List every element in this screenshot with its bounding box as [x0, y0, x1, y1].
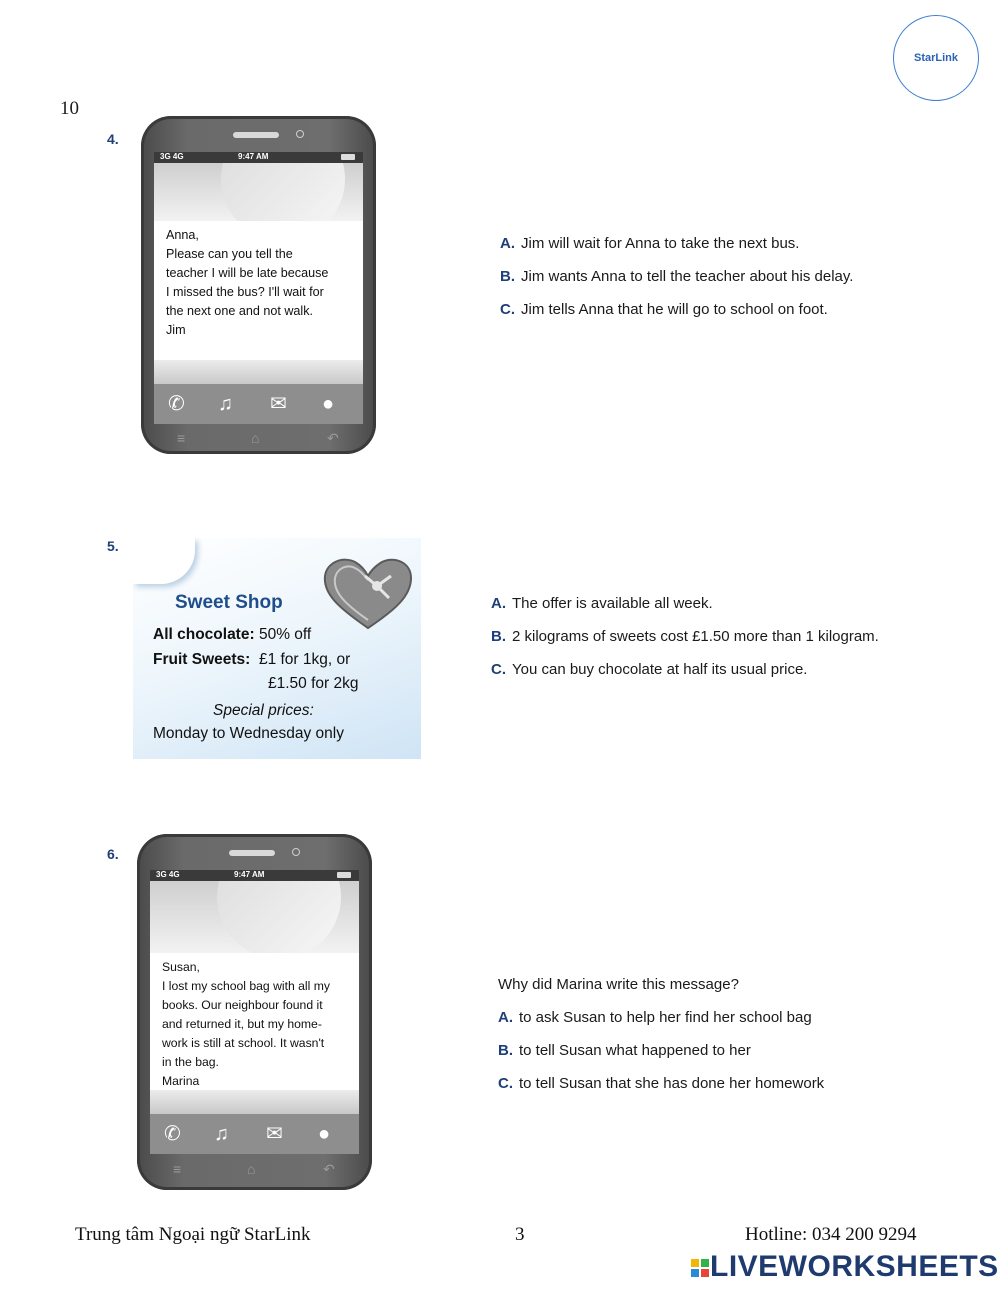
q4-options [500, 235, 853, 334]
nav-bar [137, 1156, 372, 1185]
phone-camera [296, 130, 304, 138]
phone-q6 [137, 834, 372, 1190]
phone-icon: ✆ [164, 1123, 181, 1145]
globe-icon: ● [318, 1123, 331, 1145]
message-line: the next one and not walk. [166, 304, 314, 318]
option-b[interactable]: B. Jim wants Anna to tell the teacher about his delay. [500, 268, 854, 285]
back-icon: ↶ [327, 430, 339, 446]
battery-icon [341, 154, 355, 160]
special-prices: Special prices: [213, 702, 314, 719]
chocolate-heart-icon [319, 554, 417, 632]
notice-title: Sweet Shop [175, 592, 283, 613]
question-4-number: 4. [107, 131, 119, 147]
fruit-line: Fruit Sweets: £1 for 1kg, or [153, 651, 351, 668]
music-icon: ♫ [218, 393, 233, 415]
question-5-number: 5. [107, 538, 119, 554]
q5-options [491, 595, 879, 694]
phone-speaker [229, 850, 275, 856]
status-bar [154, 152, 363, 163]
message-line: and returned it, but my home- [162, 1017, 322, 1031]
screen-banner [154, 163, 363, 221]
message-line: I missed the bus? I'll wait for [166, 285, 324, 299]
globe-icon: ● [322, 393, 335, 415]
page-fold [133, 538, 195, 584]
sweet-shop-notice [133, 538, 421, 759]
phone-screen [154, 152, 363, 384]
mail-icon: ✉ [270, 393, 287, 415]
option-c[interactable]: C. to tell Susan that she has done her homework [498, 1075, 825, 1092]
phone-speaker [233, 132, 279, 138]
menu-icon: ≡ [177, 430, 186, 446]
brand-text: LIVEWORKSHEETS [710, 1250, 999, 1283]
option-b[interactable]: B. 2 kilograms of sweets cost £1.50 more than 1 kilogram. [491, 628, 879, 645]
battery-icon [337, 872, 351, 878]
logo-text: StarLink [913, 52, 958, 64]
back-icon: ↶ [323, 1161, 335, 1177]
message-line: books. Our neighbour found it [162, 998, 323, 1012]
option-a[interactable]: A. The offer is available all week. [491, 595, 713, 612]
menu-icon: ≡ [173, 1161, 182, 1177]
screen-banner [150, 881, 359, 953]
message-line: Anna, [166, 228, 199, 242]
chocolate-line: All chocolate: 50% off [153, 626, 312, 643]
valid-days: Monday to Wednesday only [153, 725, 344, 742]
question-6-text: Why did Marina write this message? [498, 976, 739, 993]
phone-q4 [141, 116, 376, 454]
music-icon: ♫ [214, 1123, 229, 1145]
phone-icon: ✆ [168, 393, 185, 415]
message-text [150, 953, 359, 1091]
liveworksheets-brand [690, 1250, 999, 1284]
option-a[interactable]: A. Jim will wait for Anna to take the next bus. [500, 235, 800, 252]
starlink-logo [893, 15, 979, 101]
app-dock [150, 1114, 359, 1154]
message-line: Susan, [162, 960, 200, 974]
option-b[interactable]: B. to tell Susan what happened to her [498, 1042, 751, 1059]
message-line: in the bag. [162, 1055, 219, 1069]
footer-school: Trung tâm Ngoại ngữ StarLink [75, 1224, 311, 1245]
phone-camera [292, 848, 300, 856]
message-line: Jim [166, 323, 186, 337]
home-icon: ⌂ [251, 430, 260, 446]
message-line: Please can you tell the [166, 247, 293, 261]
signal-icon: 3G 4G [156, 870, 180, 879]
app-dock [154, 384, 363, 424]
phone-screen [150, 870, 359, 1114]
option-a[interactable]: A. to ask Susan to help her find her school bag [498, 1009, 812, 1026]
message-line: I lost my school bag with all my [162, 979, 330, 993]
status-bar [150, 870, 359, 881]
question-6-number: 6. [107, 846, 119, 862]
footer-hotline: Hotline: 034 200 9294 [745, 1224, 917, 1245]
signal-icon: 3G 4G [160, 152, 184, 161]
mail-icon: ✉ [266, 1123, 283, 1145]
option-c[interactable]: C. Jim tells Anna that he will go to school on foot. [500, 301, 828, 318]
nav-bar [141, 425, 376, 454]
footer-page-number: 3 [515, 1224, 525, 1245]
page-number-top: 10 [60, 98, 79, 119]
status-time: 9:47 AM [238, 152, 269, 161]
message-text [154, 221, 363, 340]
option-c[interactable]: C. You can buy chocolate at half its usual price. [491, 661, 808, 678]
q6-options [498, 976, 824, 1108]
liveworksheets-logo-icon [690, 1258, 710, 1278]
message-line: Marina [162, 1074, 200, 1088]
status-time: 9:47 AM [234, 870, 265, 879]
message-line: teacher I will be late because [166, 266, 329, 280]
fruit-line-2: £1.50 for 2kg [268, 675, 359, 692]
home-icon: ⌂ [247, 1161, 256, 1177]
message-line: work is still at school. It wasn't [162, 1036, 325, 1050]
